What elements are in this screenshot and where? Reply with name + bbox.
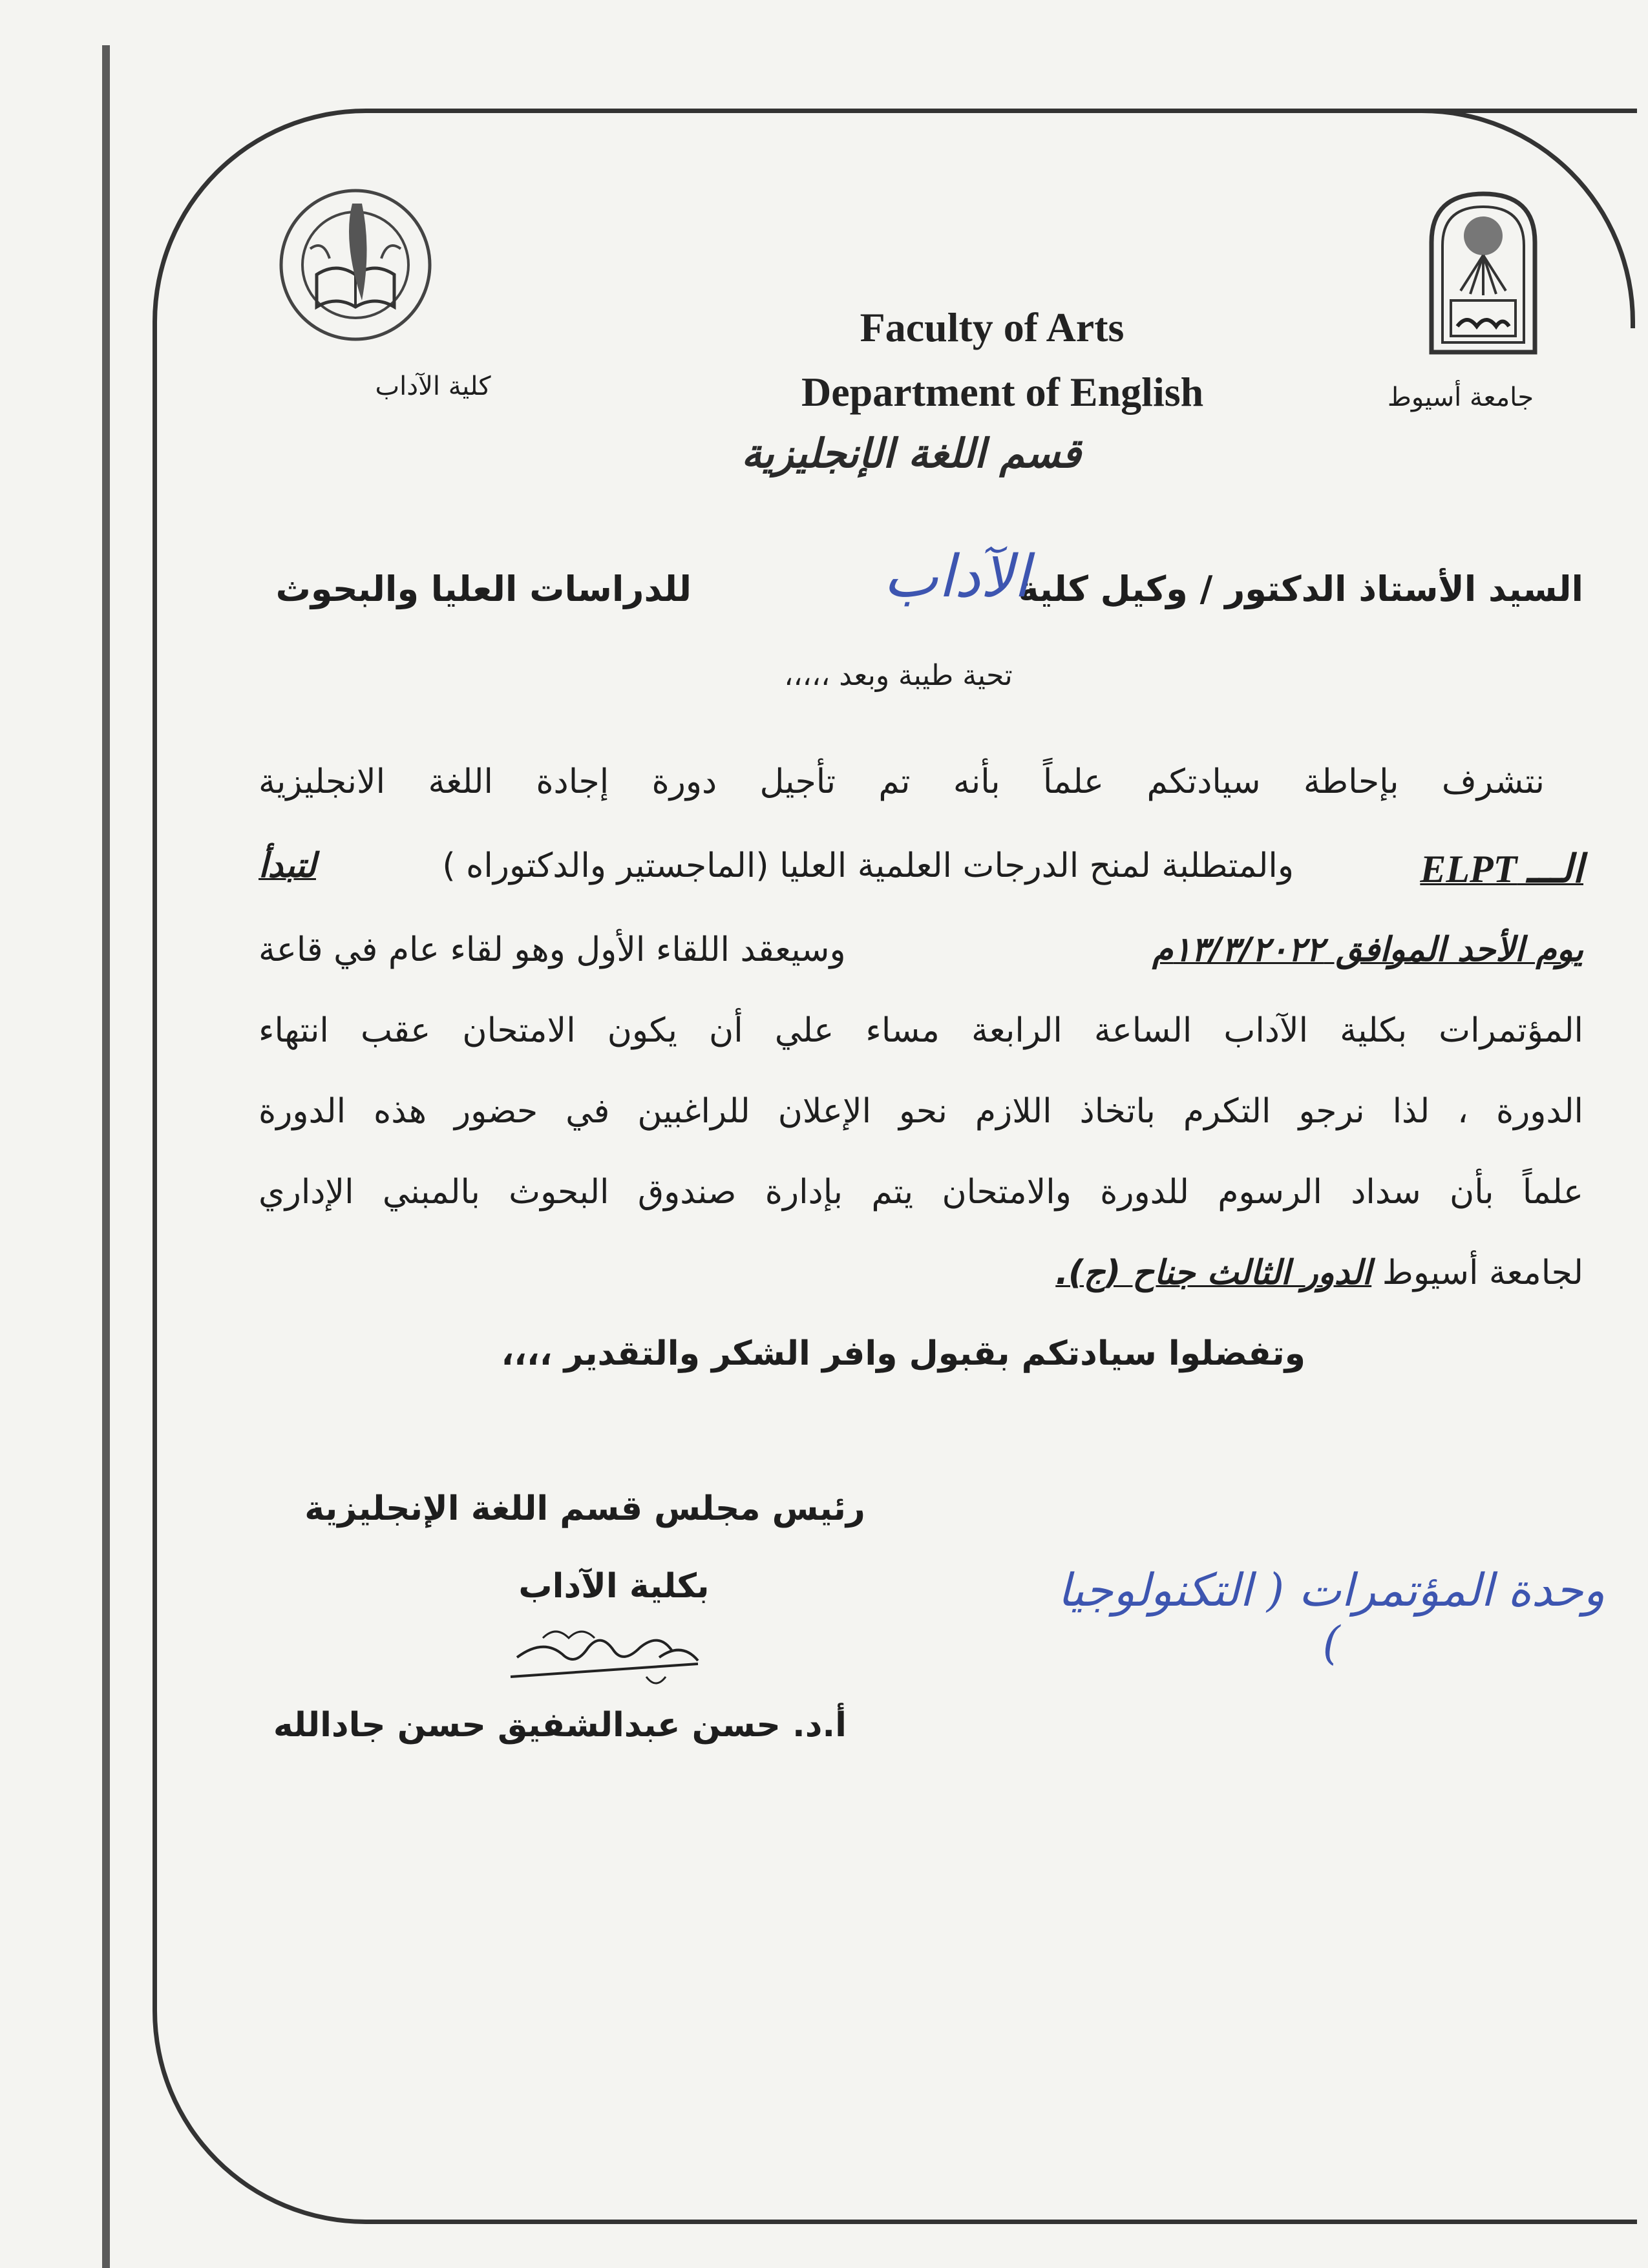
body-line-2	[259, 846, 1583, 892]
addressee-handwritten: الآداب	[883, 543, 1030, 611]
body-line-2-end: لتبدأ	[259, 846, 316, 885]
signatory-title-1: رئيس مجلس قسم اللغة الإنجليزية	[304, 1489, 865, 1528]
body-line-6: علماً بأن سداد الرسوم للدورة والامتحان يتم بإدارة صندوق البحوث بالمبني الإداري	[259, 1173, 1583, 1212]
assiut-university-logo	[1422, 184, 1545, 359]
signatory-title-2: بكلية الآداب	[518, 1567, 710, 1606]
addressee-suffix: للدراسات العليا والبحوث	[275, 569, 692, 609]
start-date: يوم الأحد الموافق ١٣/٣/٢٠٢٢م	[1152, 930, 1583, 969]
body-line-3	[259, 930, 1583, 969]
body-line-4: المؤتمرات بكلية الآداب الساعة الرابعة مساء علي أن يكون الامتحان عقب انتهاء	[259, 1011, 1583, 1050]
department-title-ar: قسم اللغة الإنجليزية	[741, 430, 1081, 477]
body-line-5: الدورة ، لذا نرجو التكرم باتخاذ اللازم نحو الإعلان للراغبين في حضور هذه الدورة	[259, 1092, 1583, 1131]
signatory-name: أ.د. حسن عبدالشفيق حسن جادالله	[273, 1706, 847, 1745]
body-line-3-end: وسيعقد اللقاء الأول وهو لقاء عام في قاعة	[259, 930, 846, 969]
body-line-7-start: لجامعة أسيوط	[1382, 1254, 1583, 1292]
scan-edge	[102, 45, 110, 2268]
body-line-2-middle: والمتطلبة لمنح الدرجات العلمية العليا (الماجستير والدكتوراه )	[442, 846, 1294, 885]
left-logo-caption: كلية الآداب	[375, 372, 491, 401]
elpt-label: الـــ ELPT	[1420, 848, 1583, 890]
faculty-of-arts-logo	[265, 178, 446, 352]
faculty-title-en: Faculty of Arts	[860, 304, 1125, 350]
body-line-1: نتشرف بإحاطة سيادتكم علماً بأنه تم تأجيل دورة إجادة اللغة الانجليزية	[259, 762, 1545, 801]
addressee-prefix: السيد الأستاذ الدكتور / وكيل كلية	[1018, 569, 1583, 609]
right-logo-caption: جامعة أسيوط	[1387, 383, 1534, 412]
location-floor: الدور الثالث جناح (ج).	[1055, 1254, 1372, 1292]
department-title-en: Department of English	[801, 369, 1204, 415]
body-line-7	[937, 1254, 1583, 1292]
handwritten-margin-note: وحدة المؤتمرات ( التكنولوجيا )	[1057, 1564, 1605, 1670]
greeting: تحية طيبة وبعد ،،،،،	[784, 659, 1013, 692]
closing-line: وتفضلوا سيادتكم بقبول وافر الشكر والتقدير ،،،،	[501, 1334, 1305, 1373]
page-border	[153, 109, 1637, 2224]
handwritten-signature	[504, 1612, 724, 1696]
